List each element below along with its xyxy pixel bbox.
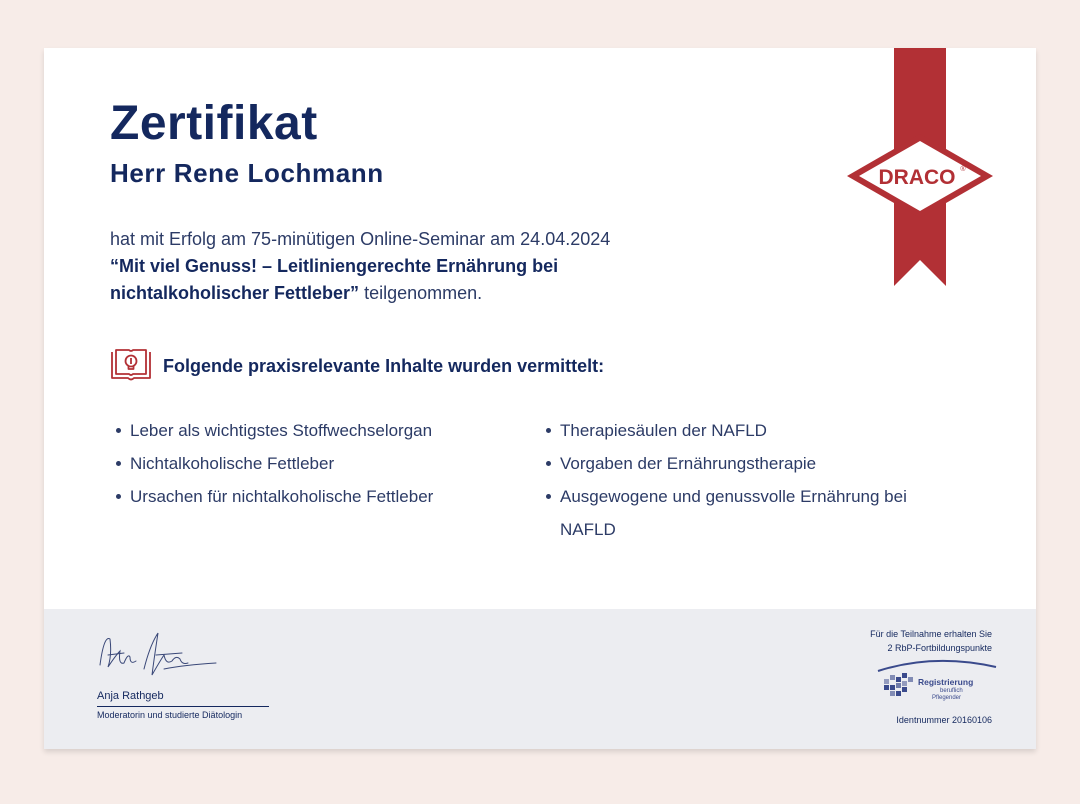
draco-logo-text: DRACO xyxy=(878,166,956,189)
registration-logo-title: Registrierung xyxy=(918,677,974,687)
seminar-title-line2: nichtalkoholischer Fettleber” xyxy=(110,283,360,303)
bullet-icon xyxy=(116,428,121,433)
points-line2: 2 RbP-Fortbildungspunkte xyxy=(887,643,992,653)
signature-image xyxy=(94,625,224,691)
certificate-card xyxy=(44,48,1036,749)
registration-logo-line2: beruflich xyxy=(940,688,963,694)
draco-registered-mark: ® xyxy=(960,166,966,173)
intro-suffix: teilgenommen. xyxy=(359,283,483,303)
signatory-name: Anja Rathgeb xyxy=(97,690,164,702)
content-list-left xyxy=(114,414,534,513)
draco-logo xyxy=(842,131,998,221)
list-item-text: Nichtalkoholische Fettleber xyxy=(130,454,335,473)
list-item xyxy=(114,447,534,480)
bullet-icon xyxy=(116,461,121,466)
list-item xyxy=(114,480,534,513)
bullet-icon xyxy=(546,461,551,466)
content-list-right xyxy=(544,414,964,546)
bullet-icon xyxy=(546,494,551,499)
intro-line: hat mit Erfolg am 75-minütigen Online-Seminar am 24.04.2024 xyxy=(110,229,611,249)
certificate-footer xyxy=(44,609,1036,749)
list-item-text: Ausgewogene und genussvolle Ernährung bei NAFLD xyxy=(560,487,907,539)
list-item-text: Vorgaben der Ernährungstherapie xyxy=(560,454,817,473)
list-item-text: Ursachen für nichtalkoholische Fettleber xyxy=(130,487,434,506)
signatory-role: Moderatorin und studierte Diätologin xyxy=(97,710,243,720)
points-line1: Für die Teilnahme erhalten Sie xyxy=(870,629,992,639)
bullet-icon xyxy=(546,428,551,433)
list-item xyxy=(544,414,964,447)
seminar-title-line1: “Mit viel Genuss! – Leitliniengerechte Ernährung bei xyxy=(110,256,559,276)
ident-number: Identnummer 20160106 xyxy=(896,715,992,725)
list-item xyxy=(544,480,964,546)
list-item xyxy=(544,447,964,480)
certificate-intro xyxy=(110,226,750,307)
lightbulb-book-icon xyxy=(110,348,152,384)
certificate-title: Zertifikat xyxy=(110,97,318,150)
recipient-name: Herr Rene Lochmann xyxy=(110,158,384,188)
registration-logo-line3: Pflegender xyxy=(932,695,962,701)
signature-line xyxy=(97,706,269,707)
bullet-icon xyxy=(116,494,121,499)
list-item-text: Therapiesäulen der NAFLD xyxy=(560,421,767,440)
list-item-text: Leber als wichtigstes Stoffwechselorgan xyxy=(130,421,433,440)
list-item xyxy=(114,414,534,447)
points-info xyxy=(742,627,992,655)
seminar-title-line2-wrap xyxy=(110,280,750,307)
registration-logo xyxy=(874,657,998,707)
section-title: Folgende praxisrelevante Inhalte wurden vermittelt: xyxy=(163,356,605,376)
